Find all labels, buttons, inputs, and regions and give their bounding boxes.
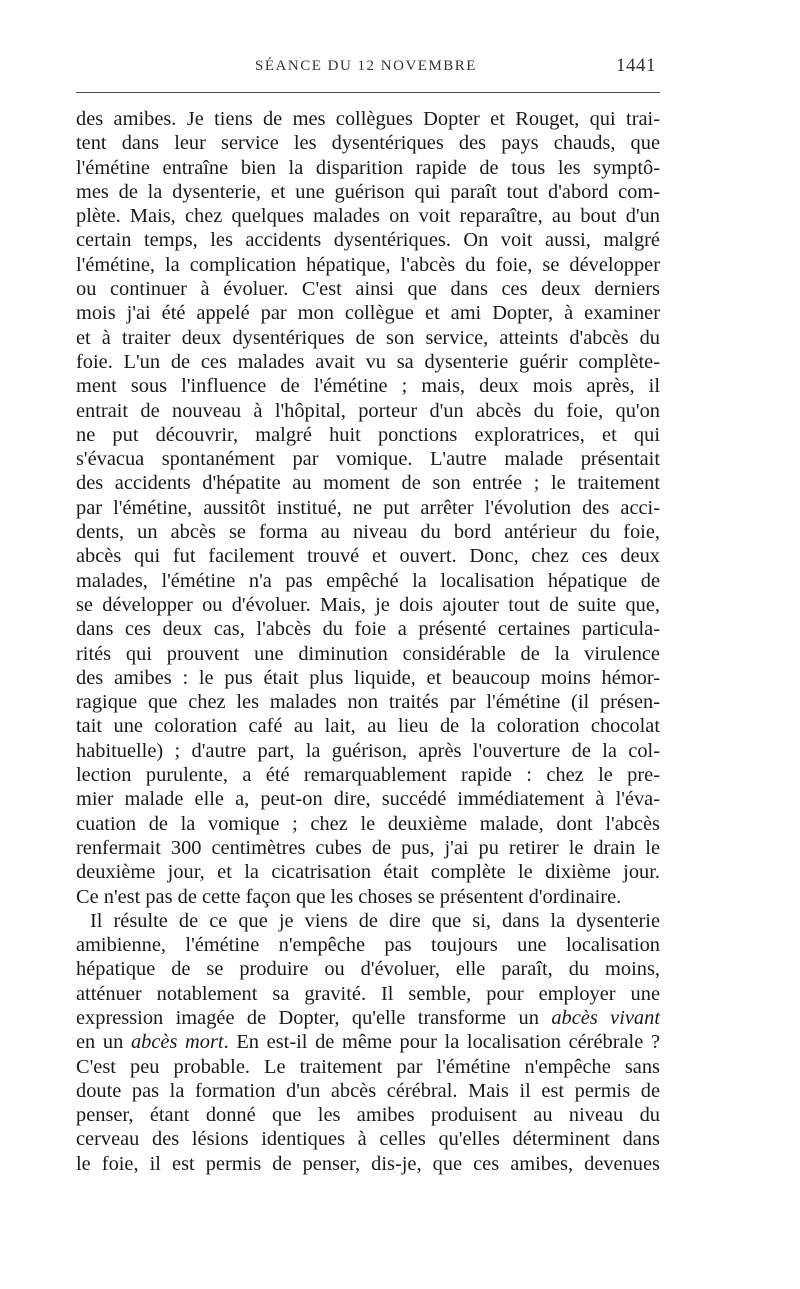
text-line: dans ces deux cas, l'abcès du foie a présenté certaines particula-	[76, 618, 660, 641]
text-line: des amibes. Je tiens de mes collègues Dopter et Rouget, qui trai-	[76, 108, 660, 130]
italic-phrase: abcès vivant	[551, 1006, 660, 1029]
running-title: SÉANCE DU 12 NOVEMBRE	[255, 58, 477, 74]
text-line: doute pas la formation d'un abcès cérébral. Mais il est permis de	[76, 1079, 660, 1102]
text-line: s'évacua spontanément par vomique. L'autre malade présentait	[76, 448, 660, 471]
text-line: plète. Mais, chez quelques malades on voit reparaître, au bout d'un	[76, 205, 660, 228]
text-line: ragique que chez les malades non traités par l'émétine (il présen-	[76, 691, 660, 714]
paragraph-1	[76, 107, 660, 909]
text-line: expression imagée de Dopter, qu'elle transforme un abcès vivant	[76, 1006, 660, 1029]
text-line: le foie, il est permis de penser, dis-je, que ces amibes, devenues	[76, 1152, 660, 1175]
text-line: dents, un abcès se forma au niveau du bord antérieur du foie,	[76, 521, 660, 544]
text-line: ou continuer à évoluer. C'est ainsi que dans ces deux derniers	[76, 278, 660, 301]
text-line: renfermait 300 centimètres cubes de pus, j'ai pu retirer le drain le	[76, 836, 660, 859]
text-line: mois j'ai été appelé par mon collègue et ami Dopter, à examiner	[76, 302, 660, 325]
text-line: se développer ou d'évoluer. Mais, je dois ajouter tout de suite que,	[76, 593, 660, 616]
text-line: cuation de la vomique ; chez le deuxième malade, dont l'abcès	[76, 812, 660, 835]
text-line: l'émétine entraîne bien la disparition rapide de tous les symptô-	[76, 156, 660, 179]
text-line: ment sous l'influence de l'émétine ; mais, deux mois après, il	[76, 375, 660, 398]
text-line: lection purulente, a été remarquablement rapide : chez le pre-	[76, 764, 660, 787]
text-line: certain temps, les accidents dysentériques. On voit aussi, malgré	[76, 229, 660, 252]
text-line: l'émétine, la complication hépatique, l'abcès du foie, se développer	[76, 253, 660, 276]
page-header	[76, 52, 656, 82]
text-line: hépatique de se produire ou d'évoluer, elle paraît, du moins,	[76, 958, 660, 981]
text-line: Ce n'est pas de cette façon que les choses se présentent d'ordinaire.	[76, 885, 622, 908]
text-line: tent dans leur service les dysentériques des pays chauds, que	[76, 132, 660, 155]
body-text	[76, 107, 660, 1176]
text-line: deuxième jour, et la cicatrisation était complète le dixième jour.	[76, 861, 660, 884]
text-line: amibienne, l'émétine n'empêche pas toujours une localisation	[76, 934, 660, 957]
paragraph-2	[76, 909, 660, 1176]
text-line: atténuer notablement sa gravité. Il semble, pour employer une	[76, 982, 660, 1005]
text-line: et à traiter deux dysentériques de son service, atteints d'abcès du	[76, 326, 660, 349]
text-line: foie. L'un de ces malades avait vu sa dysenterie guérir complète-	[76, 350, 660, 373]
header-rule	[76, 92, 660, 93]
text-line: malades, l'émétine n'a pas empêché la localisation hépatique de	[76, 569, 660, 592]
text-line: abcès qui fut facilement trouvé et ouvert. Donc, chez ces deux	[76, 545, 660, 568]
text-line: mier malade elle a, peut-on dire, succédé immédiatement à l'éva-	[76, 788, 660, 811]
text-line: entrait de nouveau à l'hôpital, porteur d'un abcès du foie, qu'on	[76, 399, 660, 422]
text-line: cerveau des lésions identiques à celles qu'elles déterminent dans	[76, 1128, 660, 1151]
text-line: ne put découvrir, malgré huit ponctions exploratrices, et qui	[76, 423, 660, 446]
text-line: mes de la dysenterie, et une guérison qui paraît tout d'abord com-	[76, 180, 660, 203]
text-line: par l'émétine, aussitôt institué, ne put arrêter l'évolution des acci-	[76, 496, 660, 519]
page-number: 1441	[616, 55, 656, 76]
italic-phrase: abcès mort	[130, 1031, 224, 1054]
text-line: rités qui prouvent une diminution considérable de la virulence	[76, 642, 660, 665]
text-line: tait une coloration café au lait, au lieu de la coloration chocolat	[76, 715, 660, 738]
text-line: en un abcès mort. En est-il de même pour la localisation cérébrale ?	[76, 1031, 660, 1054]
text-line: des accidents d'hépatite au moment de son entrée ; le traitement	[76, 472, 660, 495]
text-line: C'est peu probable. Le traitement par l'émétine n'empêche sans	[76, 1055, 660, 1078]
text-line: habituelle) ; d'autre part, la guérison, après l'ouverture de la col-	[76, 739, 660, 762]
text-line: penser, étant donné que les amibes produisent au niveau du	[76, 1104, 660, 1127]
text-line: Il résulte de ce que je viens de dire que si, dans la dysenterie	[90, 909, 660, 932]
text-line: des amibes : le pus était plus liquide, et beaucoup moins hémor-	[76, 666, 660, 689]
